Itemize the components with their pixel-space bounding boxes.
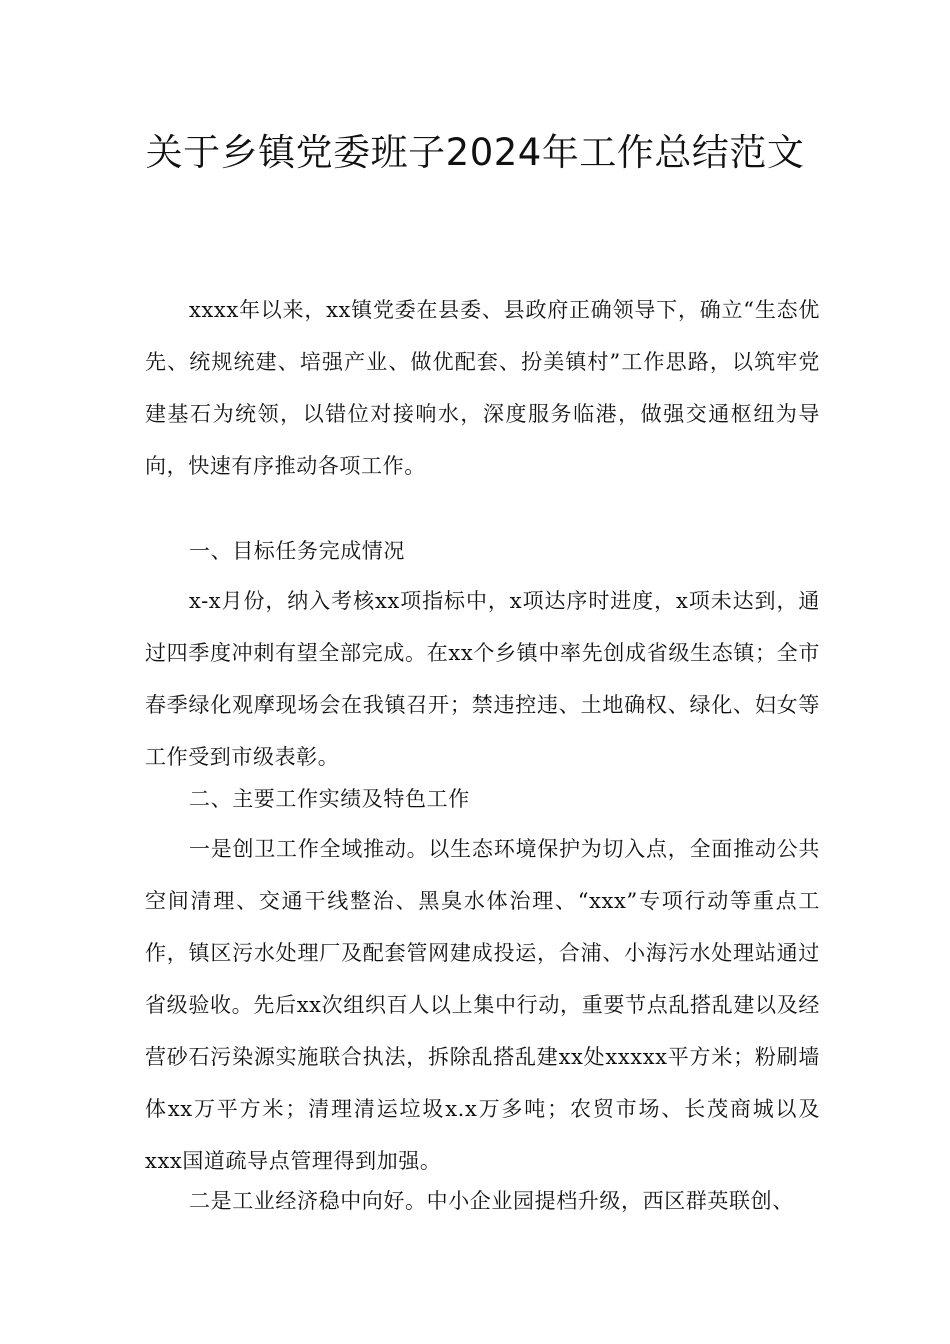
section-heading-2: 二、主要工作实绩及特色工作 xyxy=(189,787,470,811)
section-1-paragraph: x-x月份，纳入考核xx项指标中，x项达序时进度，x项未达到，通过四季度冲刺有望全部完成。在xx个乡镇中率先创成省级生态镇；全市春季绿化观摩现场会在我镇召开；禁违控违、土地确权、绿化、妇女等工作受到市级表彰。 xyxy=(145,589,820,769)
section-2-paragraph-2: 二是工业经济稳中向好。中小企业园提档升级，西区群英联创、 xyxy=(189,1189,794,1213)
section-2-paragraph-1: 一是创卫工作全域推动。以生态环境保护为切入点，全面推动公共空间清理、交通干线整治、黑臭水体治理、“xxx”专项行动等重点工作，镇区污水处理厂及配套管网建成投运，合浦、小海污水处理站通过省级验收。先后xx次组织百人以上集中行动，重要节点乱搭乱建以及经营砂石污染源实施联合执法，拆除乱搭乱建xx处xxxxx平方米；粉刷墙体xx万平方米；清理清运垃圾x.x万多吨；农贸市场、长茂商城以及xxx国道疏导点管理得到加强。 xyxy=(145,837,820,1173)
intro-paragraph: xxxx年以来，xx镇党委在县委、县政府正确领导下，确立“生态优先、统规统建、培强产业、做优配套、扮美镇村”工作思路，以筑牢党建基石为统领，以错位对接响水，深度服务临港，做强交通枢纽为导向，快速有序推动各项工作。 xyxy=(145,298,820,478)
section-heading-1: 一、目标任务完成情况 xyxy=(189,539,405,563)
document-title: 关于乡镇党委班子2024年工作总结范文 xyxy=(145,131,805,174)
